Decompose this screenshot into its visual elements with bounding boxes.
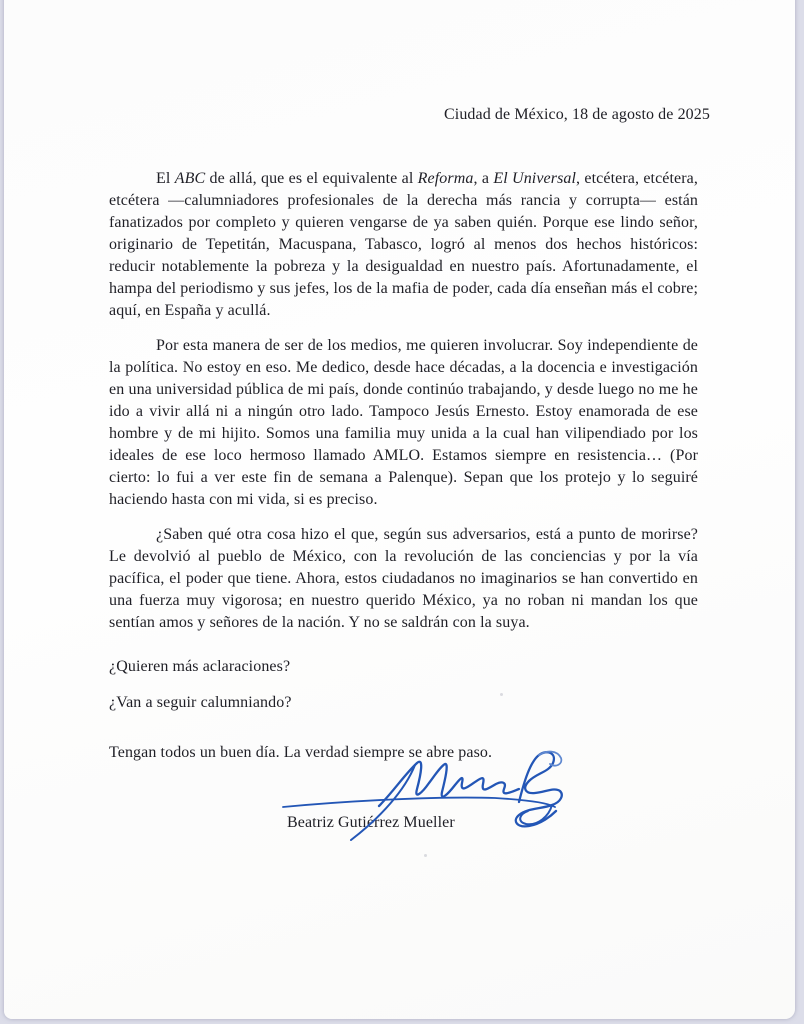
italic-text-segment: Reforma <box>417 170 474 187</box>
signature-name: Beatriz Gutiérrez Mueller <box>287 814 455 831</box>
text-segment: , etcétera, etcétera, etcétera —calumniadores profesionales de la derecha más rancia y corrupta— están fanatizados por completo y quieren vengarse de ya saben quién. Porque ese lindo señor, originario de Tepetitán, Macuspana, Tabasco, logró al menos dos hechos históricos: reducir notablemente la pobreza y la desigualdad en nuestro país. Afortunadamente, el hampa del periodismo y sus jefes, los de la mafia de poder, cada día enseñan más el cobre; aquí, en España y acullá. <box>109 170 698 319</box>
letter-paragraph <box>109 335 698 511</box>
letter-content <box>4 0 795 1019</box>
date-line: Ciudad de México, 18 de agosto de 2025 <box>444 106 710 123</box>
italic-text-segment: El Universal <box>493 170 577 187</box>
questions-block <box>109 656 698 714</box>
letter-paragraph <box>109 168 698 322</box>
letter-paragraph <box>109 524 698 634</box>
scan-speck <box>156 699 160 701</box>
italic-text-segment: ABC <box>174 170 206 187</box>
text-segment: Por esta manera de ser de los medios, me quieren involucrar. Soy independiente de la política. No estoy en eso. Me dedico, desde hace décadas, a la docencia e investigación en una universidad pública de mi país, donde continúo trabajando, y desde luego no me he ido a vivir allá ni a ningún otro lado. Tampoco Jesús Ernesto. Estoy enamorada de ese hombre y de mi hijito. Somos una familia muy unida a la cual han vilipendiado por los ideales de ese loco hermoso llamado AMLO. Estamos siempre en resistencia… (Por cierto: lo fui a ver este fin de semana a Palenque). Sepan que los protejo y lo seguiré haciendo hasta con mi vida, si es preciso. <box>109 337 698 508</box>
text-segment: , a <box>473 170 494 187</box>
signature-baseline-stroke <box>283 798 555 807</box>
text-segment: El <box>156 170 175 187</box>
text-segment: ¿Saben qué otra cosa hizo el que, según sus adversarios, está a punto de morirse? Le devolvió al pueblo de México, con la revolución de las conciencias y por la vía pacífica, el poder que tiene. Ahora, estos ciudadanos no imaginarios se han convertido en una fuerza muy vigorosa; en nuestro querido México, ya no roban ni mandan los que sentían amos y señores de la nación. Y no se saldrán con la suya. <box>109 526 698 631</box>
scan-speck <box>500 693 503 696</box>
closing-line: Tengan todos un buen día. La verdad siempre se abre paso. <box>109 744 493 761</box>
text-segment: de allá, que es el equivalente al <box>205 170 418 187</box>
letter-body <box>109 168 698 634</box>
question-line-1: ¿Quieren más aclaraciones? <box>109 658 291 675</box>
signature-ink-icon <box>267 754 567 854</box>
signature-flourish-stroke <box>516 752 562 826</box>
letter-page <box>4 0 795 1019</box>
scan-speck <box>424 854 427 857</box>
signature-block <box>109 764 698 894</box>
question-line-2: ¿Van a seguir calumniando? <box>109 694 292 711</box>
signature-strokes <box>283 752 562 840</box>
